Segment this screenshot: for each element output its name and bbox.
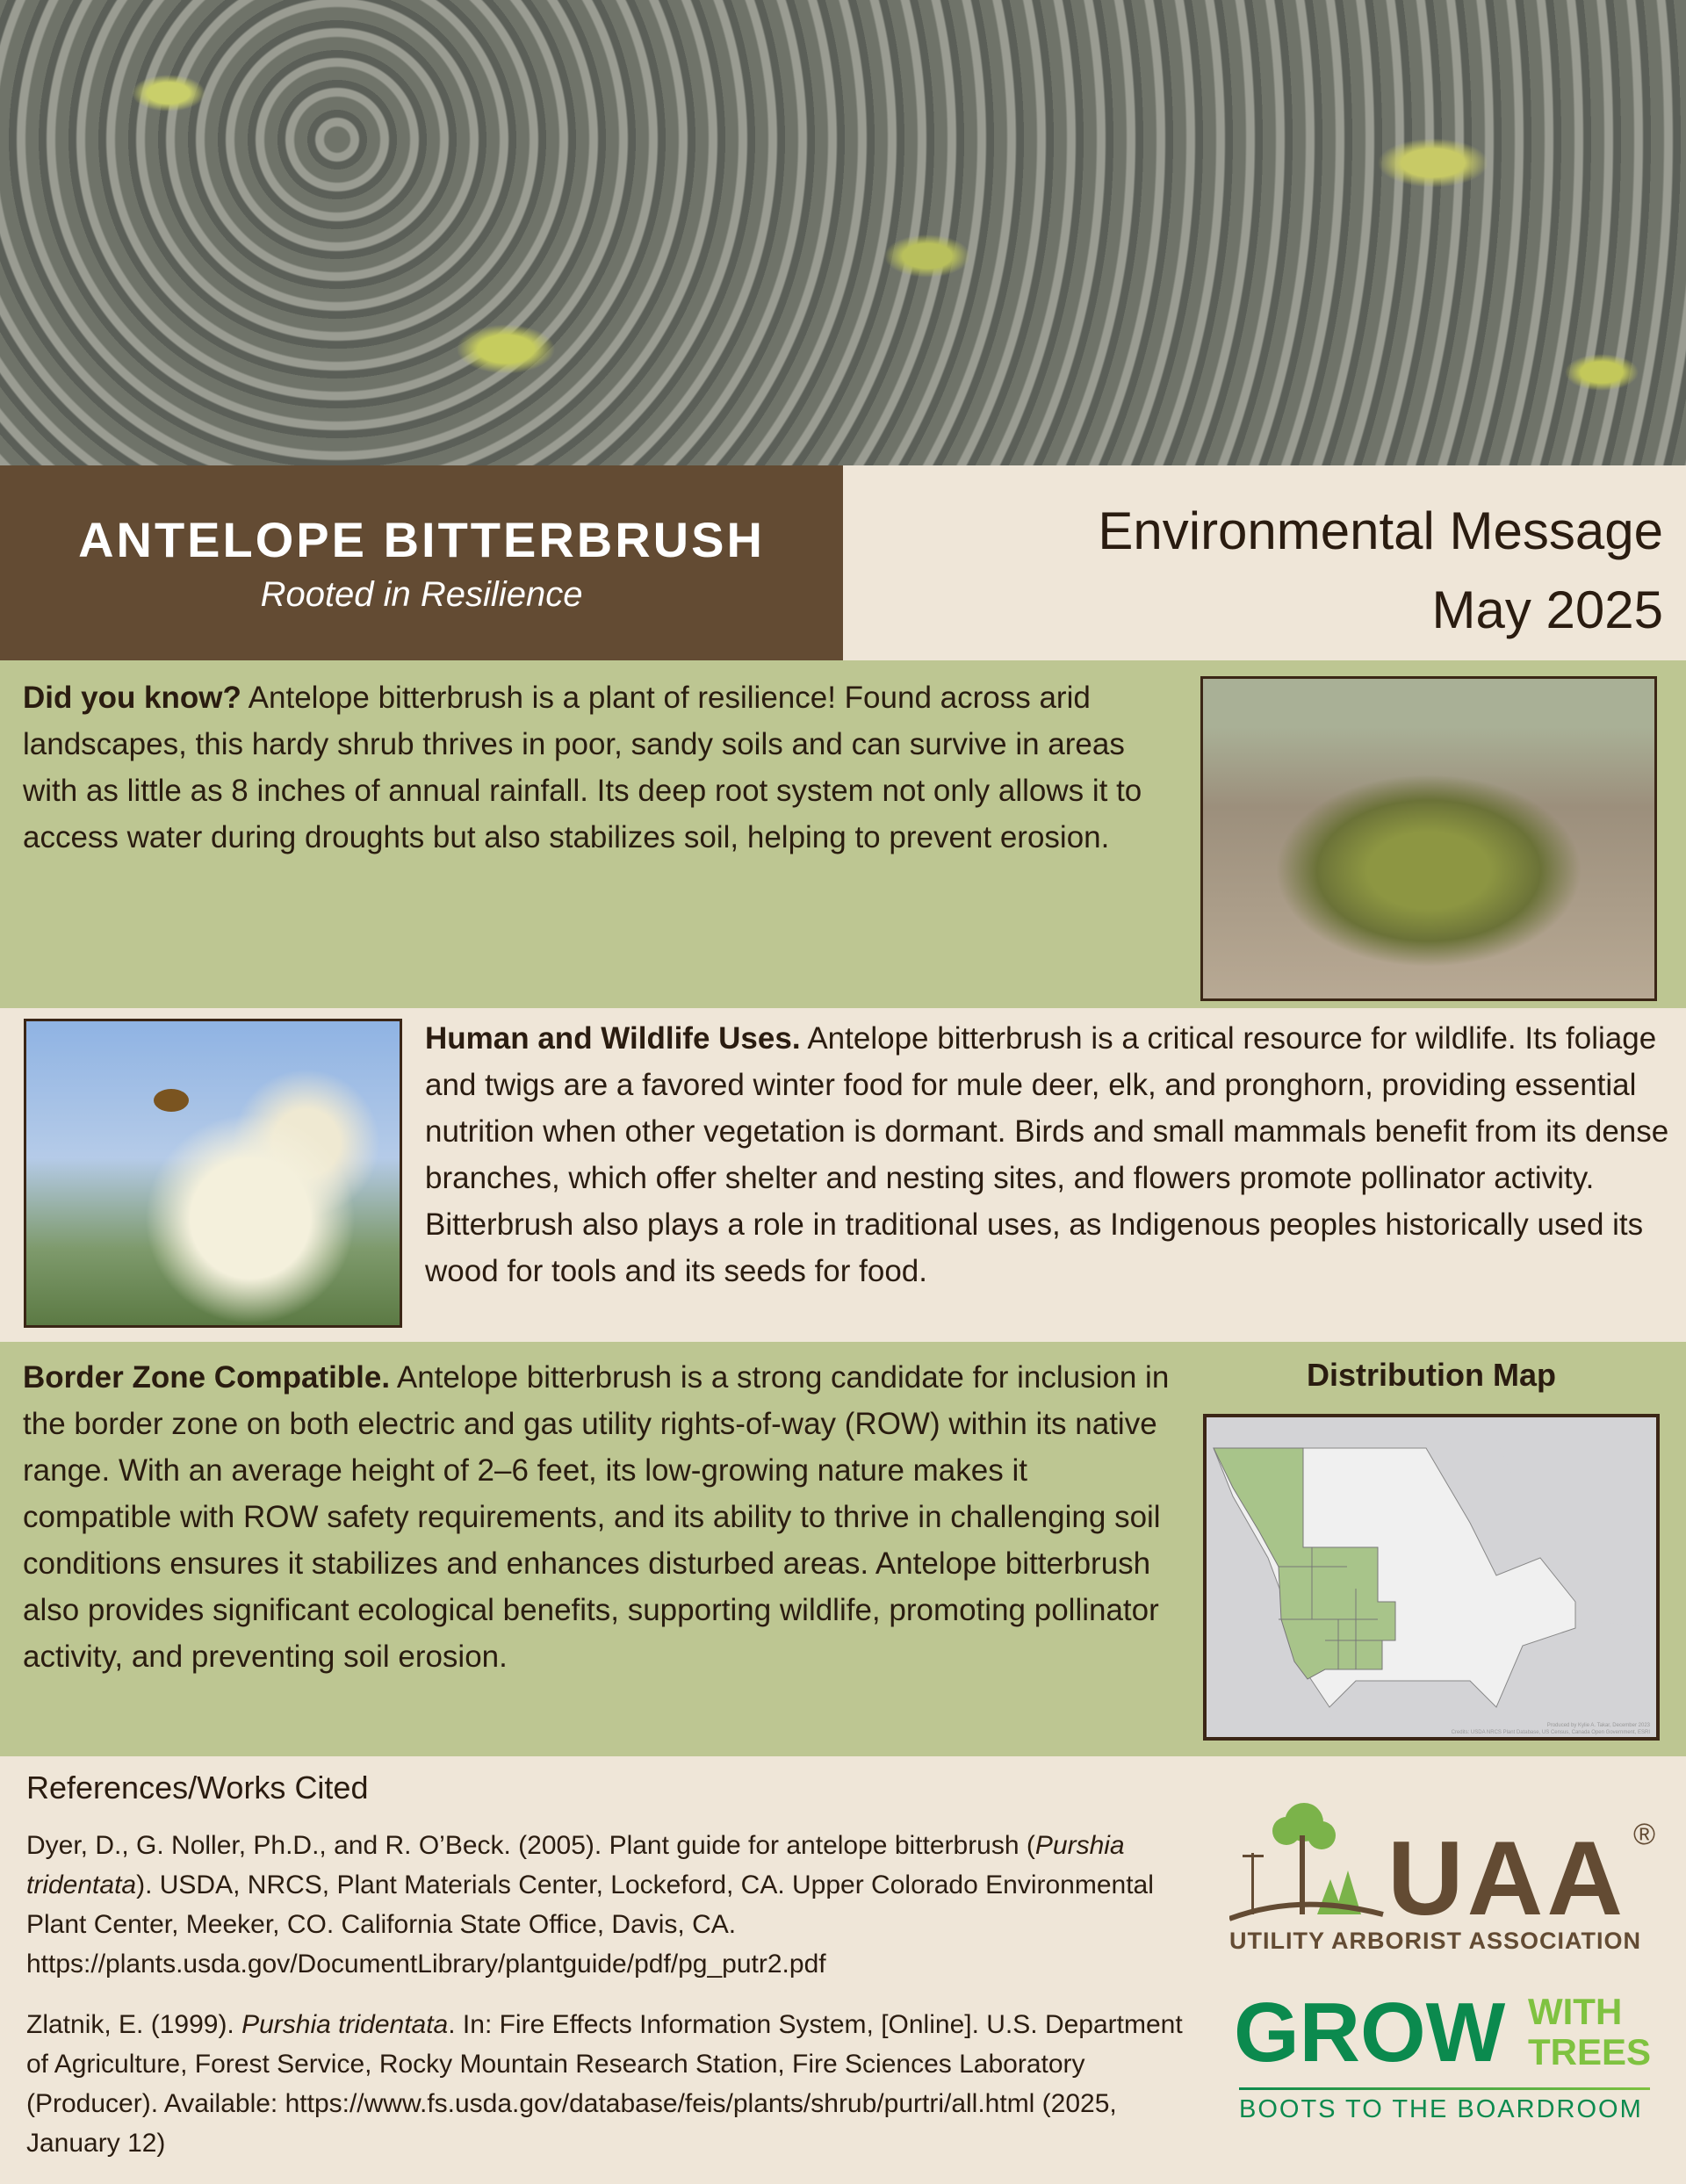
- section-lead: Human and Wildlife Uses.: [425, 1021, 801, 1056]
- did-you-know-text: [23, 674, 1156, 861]
- bitterbrush-shrub-photo: [1200, 676, 1657, 1001]
- hero-landscape-photo: [0, 0, 1686, 465]
- wildlife-uses-text: [425, 1015, 1672, 1294]
- message-date: May 2025: [1431, 580, 1663, 639]
- with-trees-wordmark: WITH TREES: [1528, 1991, 1652, 2072]
- uaa-wordmark: UAA: [1387, 1820, 1626, 1937]
- divider: [1239, 2087, 1650, 2090]
- section-body: Antelope bitterbrush is a plant of resilience! Found across arid landscapes, this hardy shrub thrives in poor, sandy soils and can survive in areas with as little as 8 inches of annual rainfall. Its deep root system not only allows it to access water during droughts but also stabilizes soil, helping to prevent erosion.: [23, 681, 1142, 854]
- references: [26, 1770, 1194, 2184]
- tree-powerline-icon: [1229, 1800, 1387, 1923]
- message-title: Environmental Message: [1098, 501, 1663, 560]
- references-heading: References/Works Cited: [26, 1770, 369, 1806]
- section-body: Antelope bitterbrush is a strong candidate for inclusion in the border zone on both electric and gas utility rights-of-way (ROW) within its native range. With an average height of 2–6 feet, its low-growing nature makes it compatible with ROW safety requirements, and its ability to thrive in challenging soil conditions ensures it stabilizes and enhances disturbed areas. Antelope bitterbrush also provides significant ecological benefits, supporting wildlife, promoting pollinator activity, and preventing soil erosion.: [23, 1360, 1170, 1674]
- registered-mark: ®: [1633, 1818, 1656, 1851]
- grow-with-trees-logo: [1234, 1985, 1664, 2160]
- border-zone-text: [23, 1354, 1182, 1680]
- section-lead: Border Zone Compatible.: [23, 1360, 391, 1395]
- uaa-logo: [1229, 1800, 1668, 1958]
- page-subtitle: Rooted in Resilience: [260, 575, 583, 614]
- reference-item: Dyer, D., G. Noller, Ph.D., and R. O’Beck. (2005). Plant guide for antelope bitterbrush (Purshia tridentata). USDA, NRCS, Plant Materials Center, Lockeford, CA. Upper Colorado Environmental Plant Center, Meeker, CO. California State Office, Davis, CA. https://plants.usda.gov/DocumentLibrary/plantguide/pdf/pg_putr2.pdf: [26, 1831, 1154, 1979]
- page-title: ANTELOPE BITTERBRUSH: [78, 512, 765, 567]
- message-heading: [1098, 492, 1663, 650]
- reference-item: Zlatnik, E. (1999). Purshia tridentata. In: Fire Effects Information System, [Online]. U.S. Department of Agriculture, Forest Service, Rocky Mountain Research Station, Fire Sciences Laboratory (Producer). Available: https://www.fs.usda.gov/database/feis/plants/shrub/purtri/all.html (2025, January 12): [26, 2010, 1183, 2158]
- title-banner: [0, 465, 843, 660]
- section-lead: Did you know?: [23, 681, 241, 715]
- map-credit: Credits: USDA NRCS Plant Database, US Census, Canada Open Government, ESRI: [1451, 1730, 1650, 1735]
- grow-wordmark: GROW: [1234, 1986, 1506, 2079]
- map-title: Distribution Map: [1307, 1357, 1556, 1393]
- section-body: Antelope bitterbrush is a critical resource for wildlife. Its foliage and twigs are a favored winter food for mule deer, elk, and pronghorn, providing essential nutrition when other vegetation is dormant. Birds and small mammals benefit from its dense branches, which offer shelter and nesting sites, and flowers promote pollinator activity. Bitterbrush also plays a role in traditional uses, as Indigenous peoples historically used its wood for tools and its seeds for food.: [425, 1021, 1669, 1288]
- distribution-map: [1203, 1414, 1660, 1741]
- map-credit: Produced by Kylie A. Takar, December 2023: [1546, 1723, 1650, 1728]
- north-america-map: [1207, 1417, 1656, 1737]
- bee-icon: [154, 1089, 189, 1112]
- uaa-fullname: UTILITY ARBORIST ASSOCIATION: [1229, 1928, 1642, 1954]
- tagline: BOOTS TO THE BOARDROOM: [1239, 2095, 1643, 2123]
- bee-flowers-photo: [24, 1019, 402, 1328]
